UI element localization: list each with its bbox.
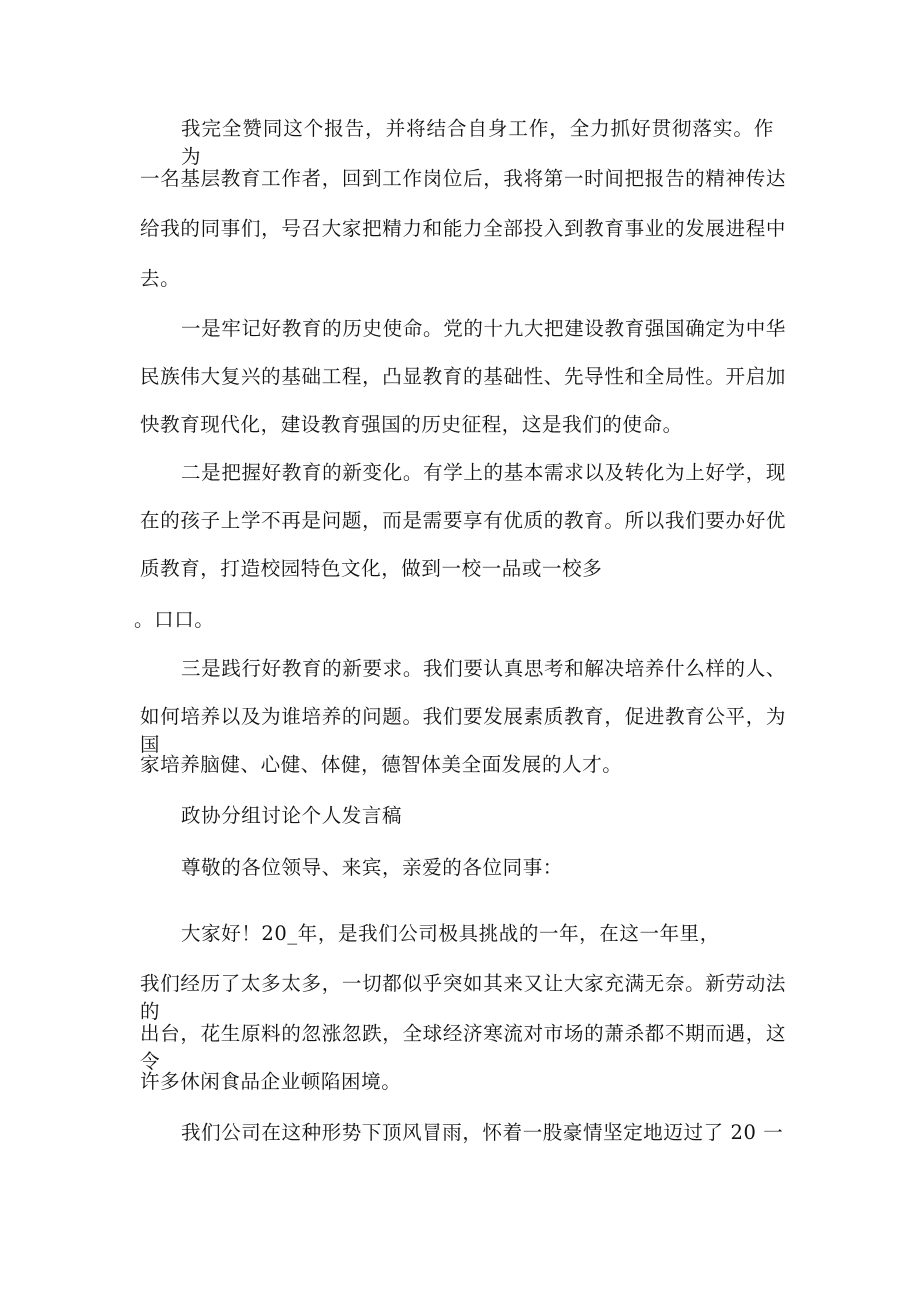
paragraph-line: 我们经历了太多太多，一切都似乎突如其来又让大家充满无奈。新劳动法的 <box>140 972 786 1023</box>
paragraph-line: 在的孩子上学不再是问题，而是需要享有优质的教育。所以我们要办好优 <box>140 509 786 532</box>
section-title: 政协分组讨论个人发言稿 <box>181 804 403 827</box>
paragraph-line: 出台，花生原料的忽涨忽跌，全球经济寒流对市场的萧杀都不期而遇，这令 <box>140 1022 786 1073</box>
paragraph-line: 我完全赞同这个报告，并将结合自身工作，全力抓好贯彻落实。作为 <box>181 117 774 168</box>
paragraph-line: 如何培养以及为谁培养的问题。我们要发展素质教育，促进教育公平，为国 <box>140 705 786 756</box>
paragraph-line: 我们公司在这种形势下顶风冒雨，怀着一股豪情坚定地迈过了 20 一 <box>181 1121 784 1144</box>
paragraph-line: 给我的同事们，号召大家把精力和能力全部投入到教育事业的发展进程中 <box>140 217 786 240</box>
paragraph-line: 。口口。 <box>134 608 215 631</box>
paragraph-line: 一是牢记好教育的历史使命。党的十九大把建设教育强国确定为中华 <box>181 317 786 340</box>
paragraph-line: 三是践行好教育的新要求。我们要认真思考和解决培养什么样的人、 <box>181 657 786 680</box>
paragraph-line: 快教育现代化，建设教育强国的历史征程，这是我们的使命。 <box>140 413 683 436</box>
salutation: 尊敬的各位领导、来宾，亲爱的各位同事： <box>181 856 563 879</box>
paragraph-line: 一名基层教育工作者，回到工作岗位后，我将第一时间把报告的精神传达 <box>140 167 786 190</box>
paragraph-line: 大家好！20_年，是我们公司极具挑战的一年，在这一年里， <box>181 922 720 945</box>
paragraph-line: 家培养脑健、心健、体健，德智体美全面发展的人才。 <box>140 753 623 776</box>
paragraph-line: 二是把握好教育的新变化。有学上的基本需求以及转化为上好学，现 <box>181 461 786 484</box>
paragraph-line: 去。 <box>140 267 181 290</box>
paragraph-line: 质教育，打造校园特色文化，做到一校一品或一校多 <box>140 557 603 580</box>
paragraph-line: 民族伟大复兴的基础工程，凸显教育的基础性、先导性和全局性。开启加 <box>140 365 786 388</box>
paragraph-line: 许多休闲食品企业顿陷困境。 <box>140 1070 402 1093</box>
